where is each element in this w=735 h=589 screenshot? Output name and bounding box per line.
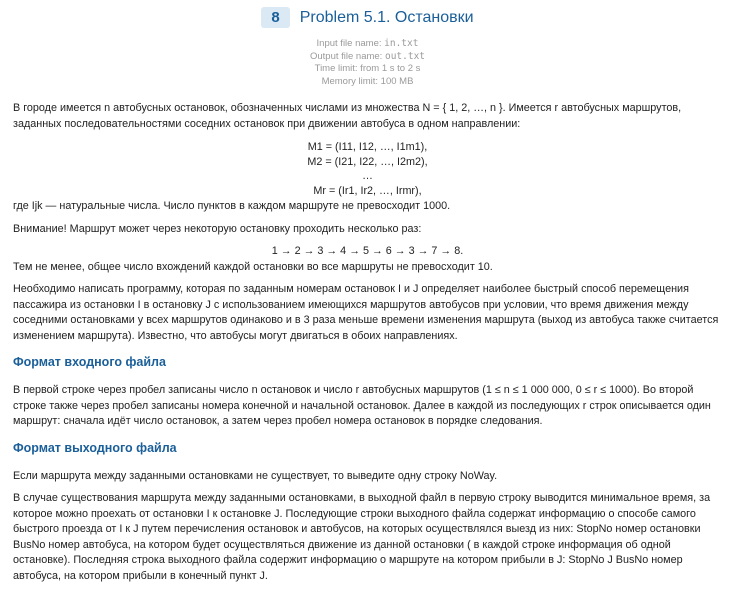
memory-limit: Memory limit: 100 MB: [321, 75, 414, 87]
output-format-text-1: Если маршрута между заданными остановками не существует, то выведите одну строку NoWay.: [13, 470, 498, 482]
statement-paragraph-5: Необходимо написать программу, которая по заданным номерам остановок I и J определяет наиболее быстрый способ перемещения пассажира из остановки I в остановку J с использованием имеющихся маршрутов автобусов при условии, что время движения между соседними остановками у всех маршрутов одинаково и в 3 раза меньше времени изменения маршрута (выход из автобуса также считается изменением маршрута). Известно, что автобусы могут двигаться в обоих направлениях.: [13, 283, 719, 342]
statement-paragraph-2: где Ijk — натуральные числа. Число пунктов в каждом маршруте не превосходит 1000.: [13, 200, 451, 212]
route-example: 1 → 2 → 3 → 4 → 5 → 6 → 3 → 7 → 8.: [271, 245, 464, 257]
output-format-text-2: В случае существования маршрута между заданными остановками, в выходной файл в первую строку выводится минимальное время, за которое можно проехать от остановки I к остановке J. Последующие строки выходного файла содержат информацию о способе самого быстрого проезда от I к J путем перечисления остановок и автобусов, на которых осуществлялся выезд из них: StopNo номер остановки BusNo номер автобуса, на котором будет осуществляться движение из данной остановки ( в каждой строке информация об одной остановке). Последняя строка выходного файла содержит информацию о маршруте на котором прибыли в J: StopNo J BusNo номер автобуса, на котором прибыли в конечный пункт J.: [13, 492, 711, 582]
input-format-heading: Формат входного файла: [13, 355, 166, 369]
input-file-line: Input file name: in.txt: [316, 38, 419, 49]
output-file-line: Output file name: out.txt: [309, 50, 426, 62]
time-limit: Time limit: from 1 s to 2 s: [314, 63, 421, 74]
route-formula-dots: …: [362, 170, 373, 182]
input-format-text: В первой строке через пробел записаны число n остановок и число r автобусных маршрутов (1 ≤ n ≤ 1 000 000, 0 ≤ r ≤ 1000). Во второй строке также через пробел записаны номера конечной и начальной остановок. Далее в каждой из последующих r строк описывается один маршрут: сначала идёт число остановок, а затем через пробел номера остановок в порядке следования.: [13, 384, 711, 427]
output-format-heading: Формат выходного файла: [13, 441, 177, 455]
route-formula-r: Mr = (Ir1, Ir2, …, Irmr),: [313, 185, 422, 197]
problem-title: Problem 5.1. Остановки: [299, 8, 474, 26]
route-formula-1: M1 = (I11, I12, …, I1m1),: [307, 141, 428, 153]
limits-block: [0, 38, 735, 88]
input-file-name: in.txt: [384, 38, 419, 49]
statement-paragraph-1: В городе имеется n автобусных остановок, обозначенных числами из множества N = { 1, 2, …, n }. Имеется r автобусных маршрутов, заданных последовательностями соседних остановок при движении автобуса в одном направлении:: [13, 102, 682, 130]
problem-header: [0, 7, 735, 28]
statement-paragraph-3: Внимание! Маршрут может через некоторую остановку проходить несколько раз:: [13, 223, 422, 235]
problem-number-badge: 8: [261, 7, 289, 28]
statement-paragraph-4: Тем не менее, общее число вхождений каждой остановки во все маршруты не превосходит 10.: [13, 261, 493, 273]
route-formula-2: M2 = (I21, I22, …, I2m2),: [307, 156, 428, 168]
output-file-name: out.txt: [384, 50, 426, 62]
